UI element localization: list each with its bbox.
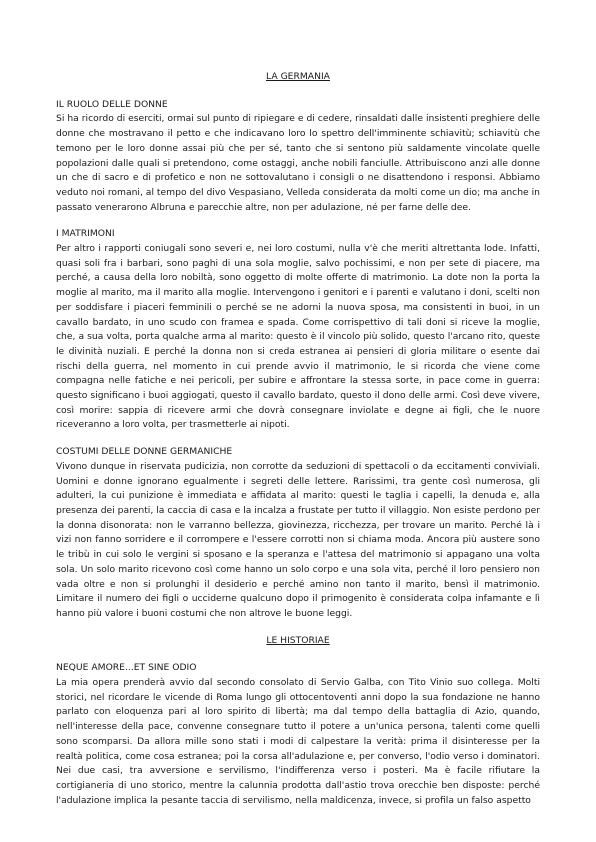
heading-matrimoni: I MATRIMONI — [56, 228, 115, 240]
paragraph-neque-amore: La mia opera prenderà avvio dal secondo consolato di Servio Galba, con Tito Vinio suo collega. Molti storici, nel ricordare le vicende di Roma lungo gli ottocentoventi anni dopo la sua fondazione ne hanno parlato con eloquenza pari al loro spirito di libertà; ma dal tempo della battaglia di Azio, quando, nell'interesse della pace, convenne consegnare tutto il potere a un'unica persona, talenti come quelli sono scomparsi. Da allora mille sono stati i modi di calpestare la verità: prima il disinteresse per la realtà politica, come cosa estranea; poi la corsa all'adulazione e, per converso, l'odio verso i dominatori. Nei due casi, tra avversione e servilismo, l'indifferenza verso i posteri. Ma è facile rifiutare la cortigianeria di uno storico, mentre la calunnia prodotta dall'astio trova orecchie ben disposte: perché l'adulazione implica la pesante taccia di servilismo, nella maldicenza, invece, si profila un falso aspetto — [56, 677, 540, 806]
section-neque-amore — [56, 661, 540, 808]
heading-neque-amore: NEQUE AMORE...ET SINE ODIO — [56, 662, 197, 674]
heading-ruolo-delle-donne: IL RUOLO DELLE DONNE — [56, 98, 168, 110]
title-la-germania: LA GERMANIA — [266, 71, 330, 82]
title-le-historiae: LE HISTORIAE — [266, 634, 330, 646]
heading-costumi-donne-germaniche: COSTUMI DELLE DONNE GERMANICHE — [56, 446, 233, 458]
section-matrimoni — [56, 227, 540, 433]
section-costumi-donne-germaniche — [56, 445, 540, 621]
document-page — [56, 70, 540, 820]
paragraph-ruolo-delle-donne: Si ha ricordo di eserciti, ormai sul punto di ripiegare e di cedere, rinsaldati dalle insistenti preghiere delle donne che mostravano il petto e che indicavano loro lo spettro dell'imminente schiavitù; schiavitù che temono per le loro donne assai più che per sé, tanto che si sentono più saldamente vincolate quelle popolazioni dalle quali si pretendono, come ostaggi, anche nobili fanciulle. Attribuiscono anzi alle donne un che di sacro e di profetico e non ne sottovalutano i consigli o ne disattendono i responsi. Abbiamo veduto noi romani, al tempo del divo Vespasiano, Velleda considerata da molti come un dio; ma anche in passato venerarono Albruna e parecchie altre, non per adulazione, né per farne delle dee. — [56, 113, 540, 213]
section-ruolo-delle-donne — [56, 98, 540, 216]
paragraph-costumi-donne-germaniche: Vivono dunque in riservata pudicizia, non corrotte da seduzioni di spettacoli o da eccitamenti conviviali. Uomini e donne ignorano egualmente i segreti delle lettere. Rarissimi, tra gente così numerosa, gli adulteri, la cui punizione è immediata e affidata al marito: questi le taglia i capelli, la denuda e, alla presenza dei parenti, la caccia di casa e la incalza a frustate per tutto il villaggio. Non esiste perdono per la donna disonorata: non le varranno bellezza, giovinezza, ricchezza, per trovare un marito. Perché là i vizi non fanno sorridere e il corrompere e l'essere corrotti non si chiama moda. Ancora più austere sono le tribù in cui solo le vergini si sposano e la speranza e l'attesa del matrimonio si appagano una volta sola. Un solo marito ricevono così come hanno un solo corpo e una sola vita, perché il loro pensiero non vada oltre e non si prolunghi il desiderio e perché amino non tanto il marito, bensì il matrimonio. Limitare il numero dei figli o ucciderne qualcuno dopo il primogenito è considerata colpa infamante e lì hanno più valore i buoni costumi che non altrove le buone leggi. — [56, 460, 540, 619]
paragraph-matrimoni: Per altro i rapporti coniugali sono severi e, nei loro costumi, nulla v'è che meriti altrettanta lode. Infatti, quasi soli fra i barbari, sono paghi di una sola moglie, salvo pochissimi, e non per sete di piacere, ma perché, a causa della loro nobiltà, sono oggetto di molte offerte di matrimonio. La dote non la porta la moglie al marito, ma il marito alla moglie. Intervengono i genitori e i parenti e valutano i doni, scelti non per soddisfare i piaceri femminili o perché se ne adorni la nuova sposa, ma consistenti in buoi, in un cavallo bardato, in uno scudo con framea e spada. Come corrispettivo di tali doni si riceve la moglie, che, a sua volta, porta qualche arma al marito: questo è il vincolo più solido, questo l'arcano rito, queste le divinità nuziali. E perché la donna non si creda estranea ai pensieri di gloria militare o esente dai rischi della guerra, nel momento in cui prende avvio il matrimonio, le si ricorda che viene come compagna nelle fatiche e nei pericoli, per subire e affrontare la stessa sorte, in pace come in guerra: questo significano i buoi aggiogati, questo il cavallo bardato, questo il dono delle armi. Così deve vivere, così morire: sappia di ricevere armi che dovrà consegnare inviolate e degne ai figli, che le nuore riceveranno a loro volta, per trasmetterle ai nipoti. — [56, 243, 540, 431]
